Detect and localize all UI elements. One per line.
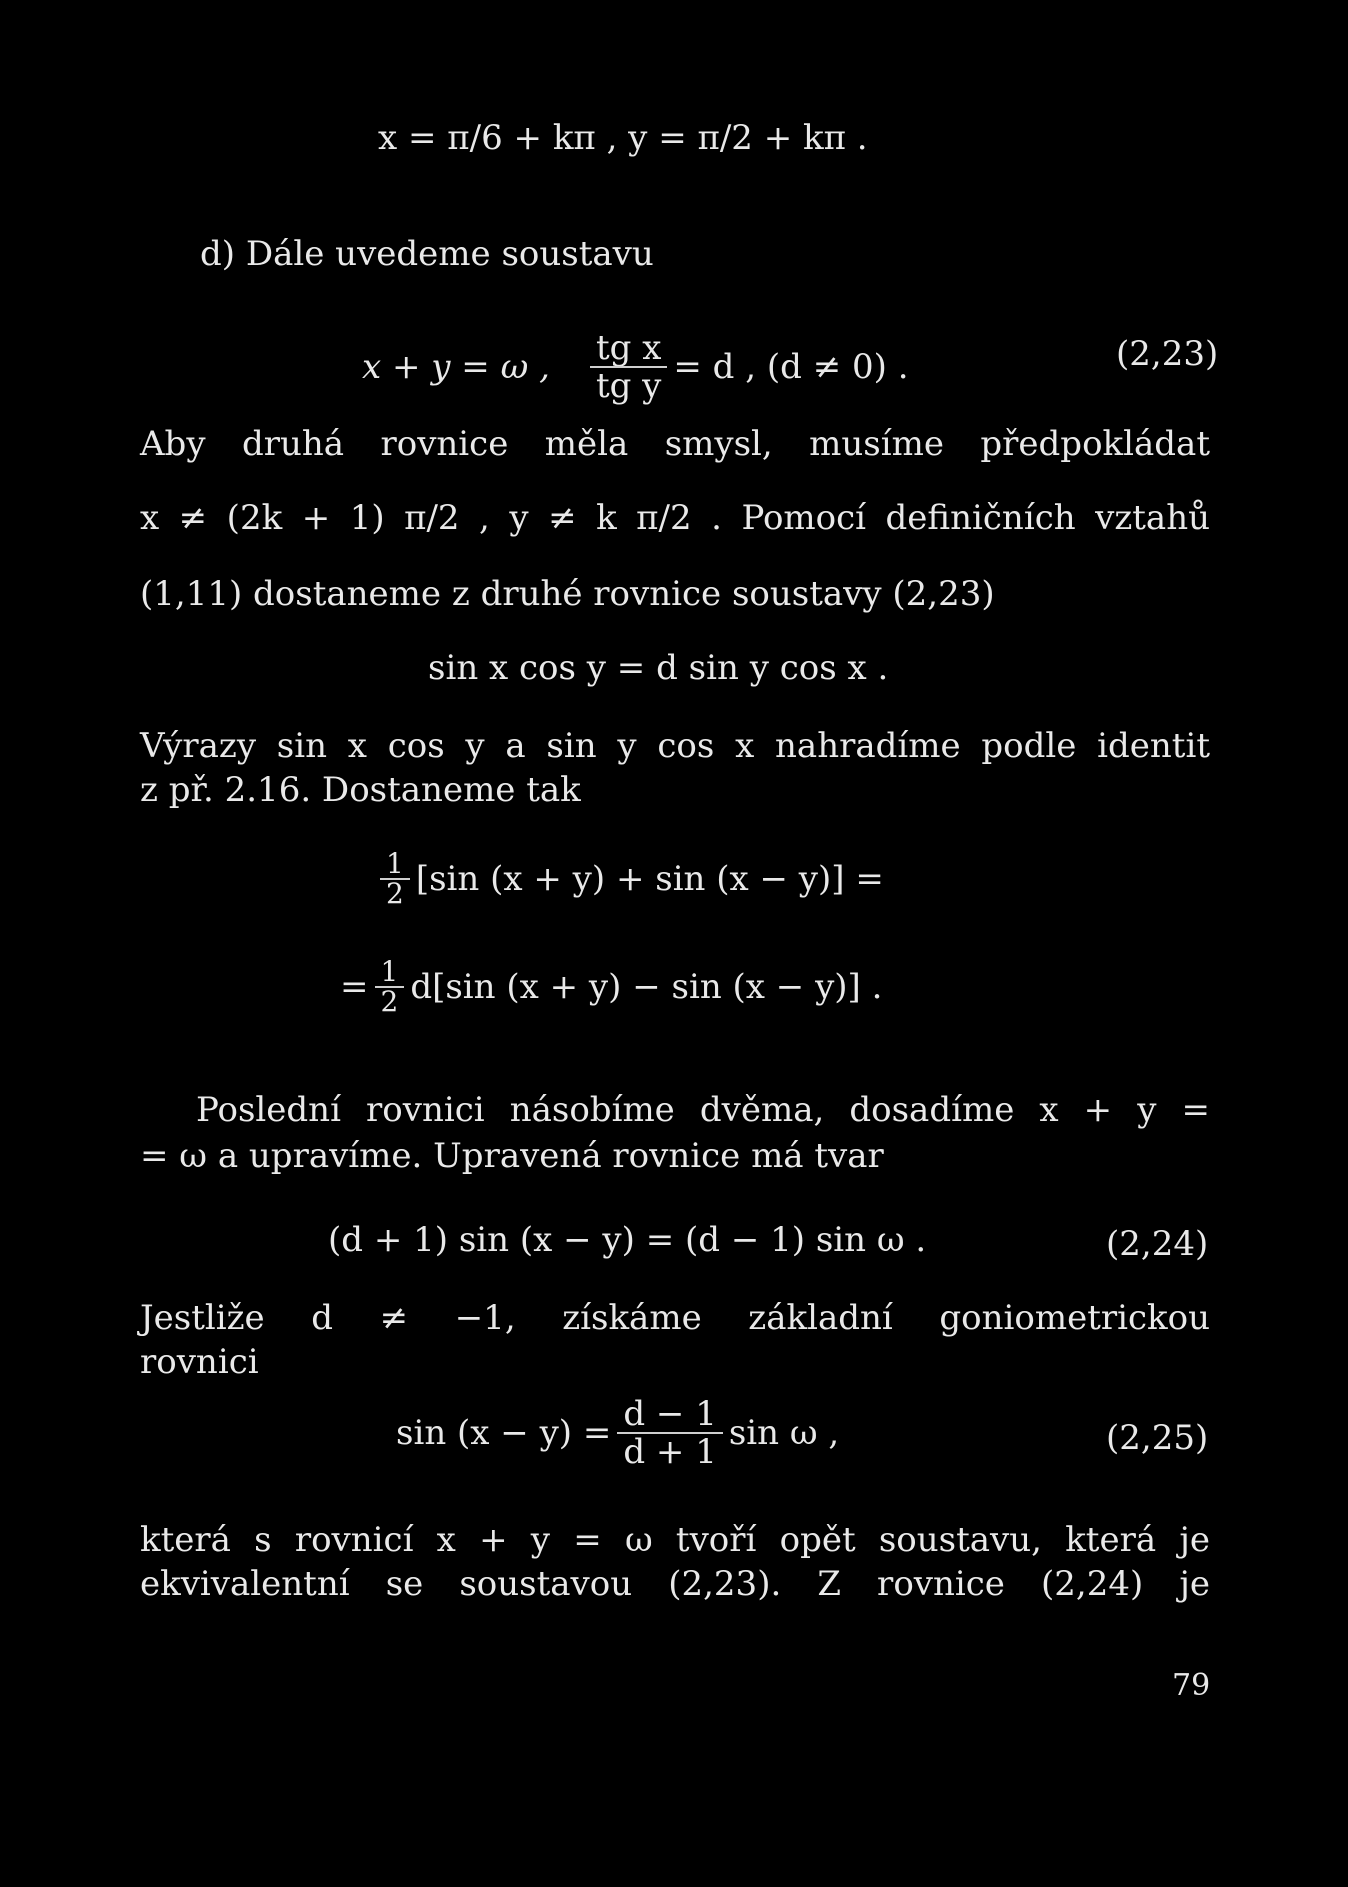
paragraph-line: rovnici: [140, 1342, 259, 1382]
equals-sign: =: [340, 967, 369, 1007]
fraction-denominator: tg y: [590, 366, 667, 404]
equation-part: sin ω ,: [728, 1413, 840, 1453]
equation-text: [sin (x + y) + sin (x − y)] =: [415, 859, 884, 899]
fraction-tg: [590, 330, 667, 404]
paragraph-intro: d) Dále uvedeme soustavu: [200, 234, 654, 274]
equation-text: (d + 1) sin (x − y) = (d − 1) sin ω .: [328, 1220, 927, 1260]
paragraph-line: ekvivalentní se soustavou (2,23). Z rovnice (2,24) je: [140, 1564, 1210, 1604]
equation-number: (2,25): [1106, 1418, 1209, 1458]
equation-text: sin x cos y = d sin y cos x .: [428, 648, 889, 688]
paragraph-line: z př. 2.16. Dostaneme tak: [140, 770, 581, 810]
fraction-half: [380, 847, 410, 910]
paragraph-line: která s rovnicí x + y = ω tvoří opět soustavu, která je: [140, 1520, 1210, 1560]
fraction-denominator: 2: [375, 986, 405, 1016]
paragraph-line: Jestliže d ≠ −1, získáme základní goniometrickou: [140, 1298, 1210, 1338]
equation-part: x + y = ω ,: [362, 347, 550, 387]
fraction-denominator: d + 1: [617, 1432, 723, 1470]
equation-part: sin (x − y) =: [396, 1413, 612, 1453]
fraction-half: [375, 955, 405, 1018]
equation-224: [328, 1220, 926, 1260]
fraction-numerator: 1: [386, 847, 404, 880]
fraction-numerator: 1: [380, 955, 399, 988]
equation-number: (2,24): [1106, 1224, 1209, 1264]
equation-identity-right: [340, 955, 883, 1018]
paragraph-line: x ≠ (2k + 1) π/2 , y ≠ k π/2 . Pomocí definičních vztahů: [140, 498, 1210, 538]
fraction-numerator: d − 1: [623, 1394, 717, 1434]
paragraph-line: Aby druhá rovnice měla smysl, musíme předpokládat: [140, 424, 1210, 464]
equation-sin-cos: [428, 648, 888, 688]
paragraph-line: Výrazy sin x cos y a sin y cos x nahradíme podle identit: [140, 726, 1210, 766]
equation-identity-left: [374, 847, 884, 910]
equation-system-223: [362, 330, 909, 404]
equation-solution-line: [378, 118, 868, 158]
fraction-numerator: tg x: [595, 328, 662, 368]
equation-225: [396, 1396, 839, 1470]
equation-part: = d , (d ≠ 0) .: [673, 347, 909, 387]
paragraph-line: (1,11) dostaneme z druhé rovnice soustavy (2,23): [140, 574, 995, 614]
fraction-denominator: 2: [380, 878, 410, 908]
fraction-d: [617, 1396, 723, 1470]
equation-number: (2,23): [1116, 334, 1219, 374]
equation-text: d[sin (x + y) − sin (x − y)] .: [410, 967, 883, 1007]
paragraph-line: = ω a upravíme. Upravená rovnice má tvar: [140, 1136, 884, 1176]
equation-text: x = π/6 + kπ , y = π/2 + kπ .: [378, 118, 868, 158]
paragraph-line: Poslední rovnici násobíme dvěma, dosadíme x + y =: [196, 1090, 1210, 1130]
page-number: 79: [1172, 1668, 1211, 1703]
